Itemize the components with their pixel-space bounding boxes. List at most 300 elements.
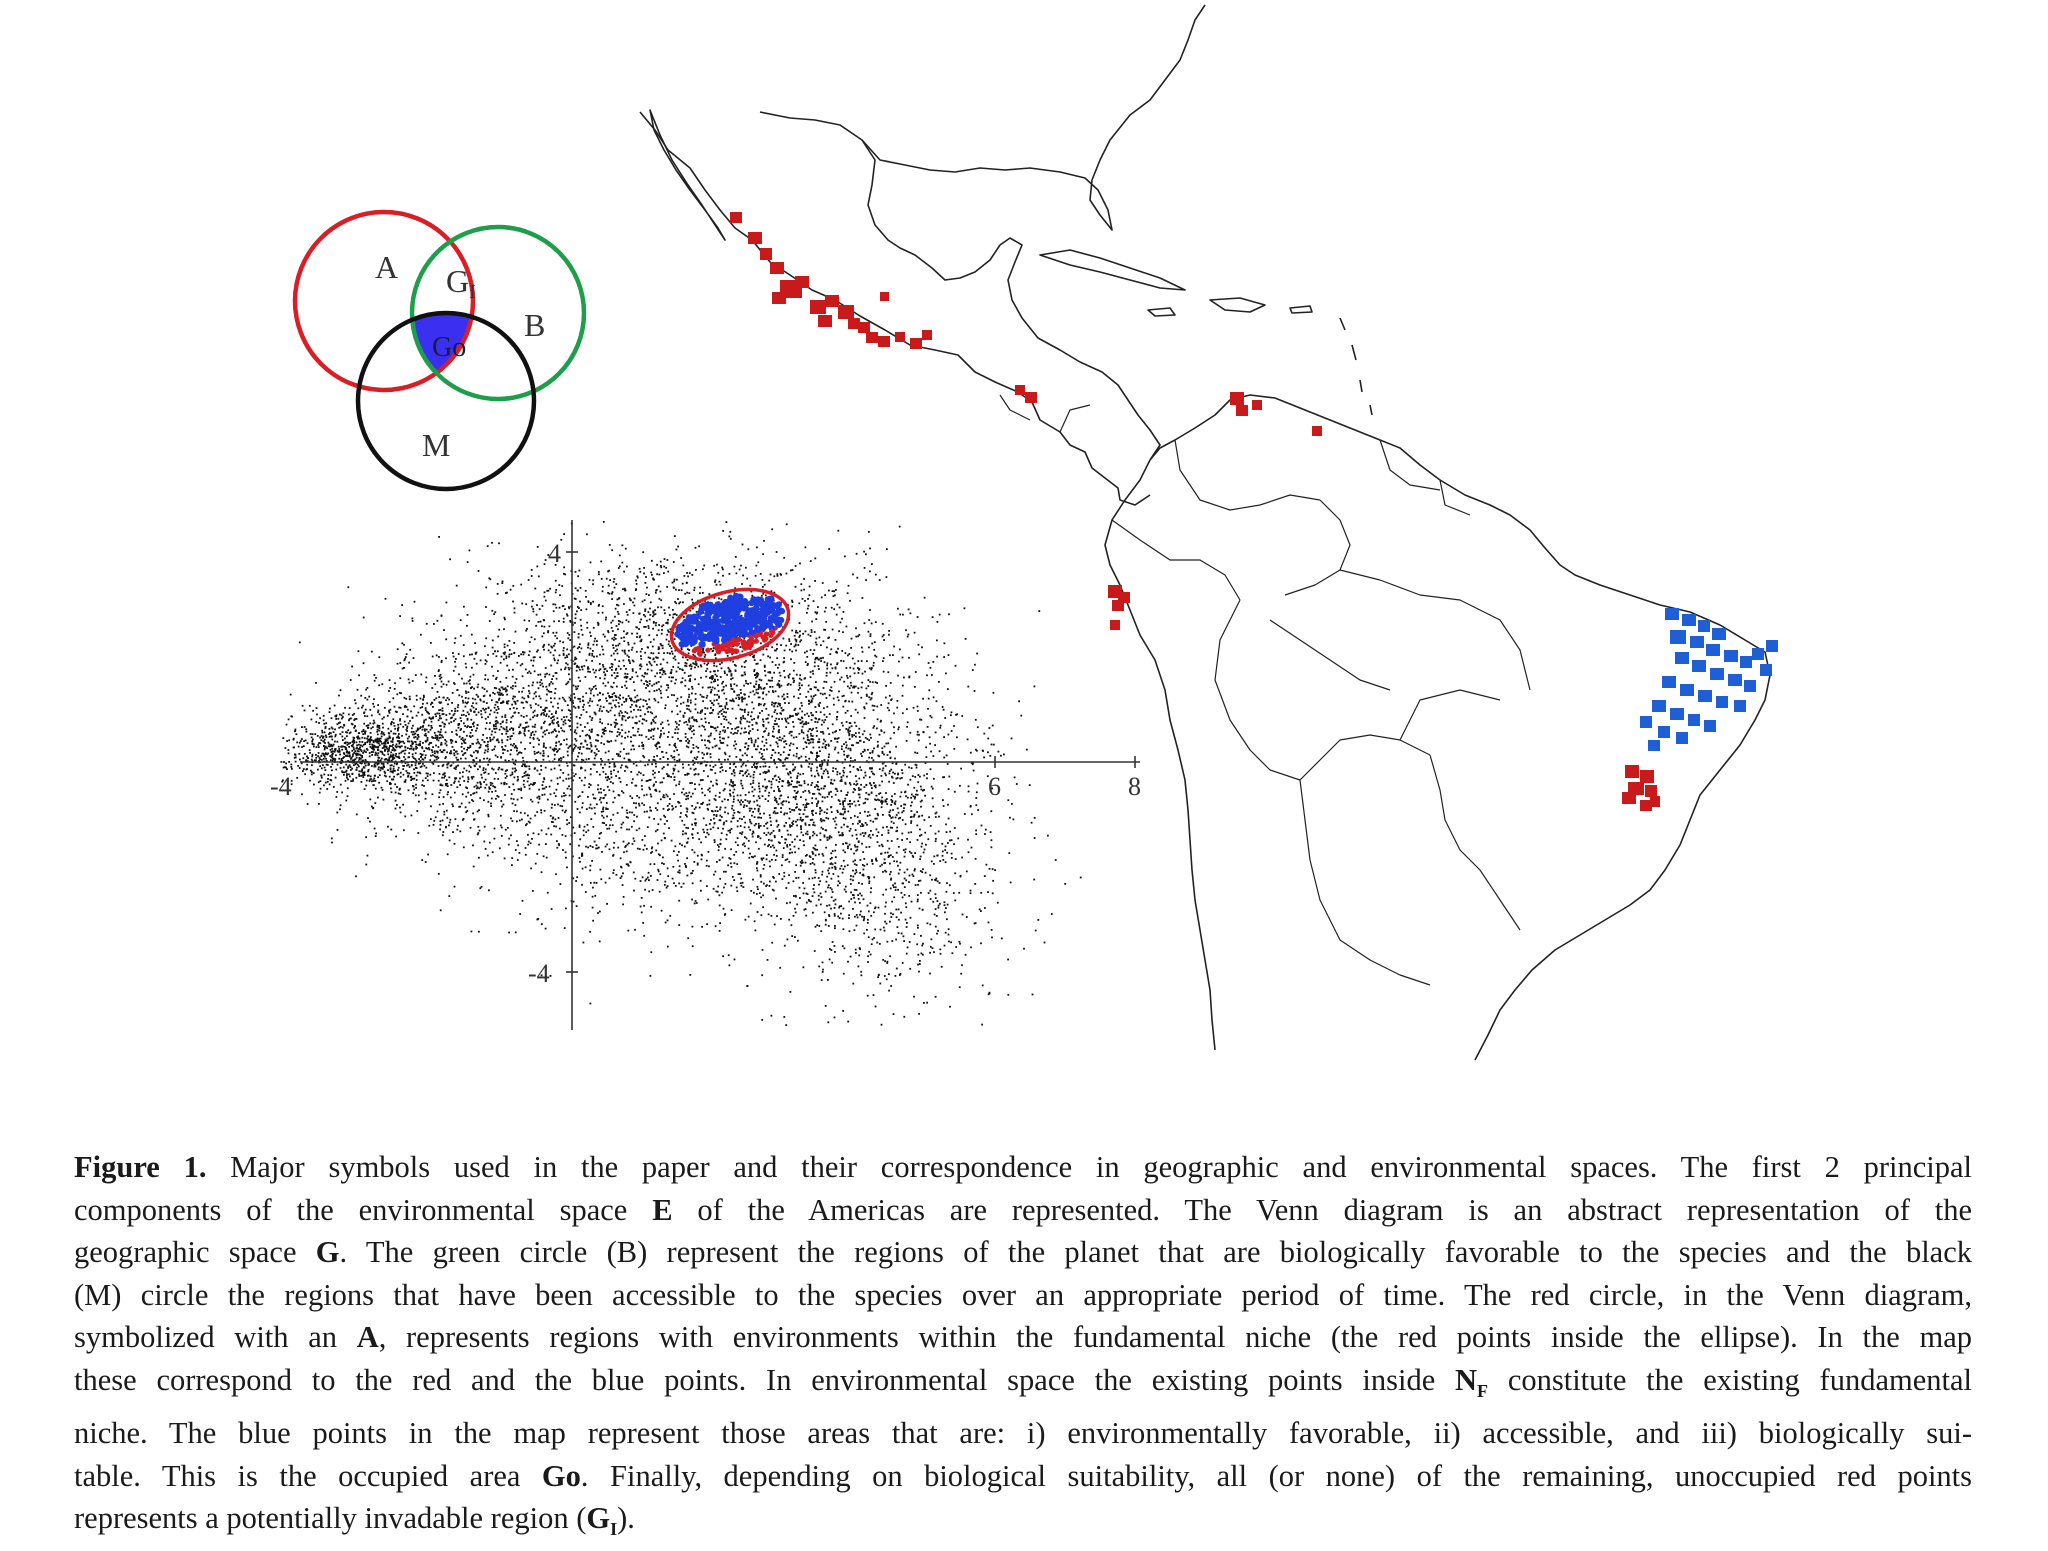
scatter-point xyxy=(989,727,991,729)
scatter-point xyxy=(387,742,389,744)
scatter-point xyxy=(712,785,714,787)
scatter-point xyxy=(413,778,415,780)
scatter-point xyxy=(415,764,417,766)
scatter-point xyxy=(399,677,401,679)
scatter-point xyxy=(789,640,791,642)
scatter-point xyxy=(378,742,380,744)
scatter-point xyxy=(715,727,717,729)
scatter-point xyxy=(805,696,807,698)
scatter-point xyxy=(422,763,424,765)
scatter-point xyxy=(868,619,870,621)
scatter-point xyxy=(399,720,401,722)
scatter-point xyxy=(751,711,753,713)
scatter-point xyxy=(524,748,526,750)
scatter-point xyxy=(871,757,873,759)
scatter-point xyxy=(605,777,607,779)
scatter-point xyxy=(491,798,493,800)
scatter-point xyxy=(613,791,615,793)
scatter-point xyxy=(515,631,517,633)
scatter-point xyxy=(744,822,746,824)
scatter-point xyxy=(625,711,627,713)
scatter-point xyxy=(704,739,706,741)
scatter-point xyxy=(632,670,634,672)
scatter-point xyxy=(916,767,918,769)
scatter-point xyxy=(553,825,555,827)
scatter-point xyxy=(865,553,867,555)
scatter-point xyxy=(377,711,379,713)
scatter-point xyxy=(633,734,635,736)
scatter-point xyxy=(682,656,684,658)
scatter-point xyxy=(870,633,872,635)
scatter-point xyxy=(751,702,753,704)
scatter-point xyxy=(565,778,567,780)
scatter-point xyxy=(373,778,375,780)
scatter-point xyxy=(501,739,503,741)
scatter-point xyxy=(649,614,651,616)
scatter-point xyxy=(385,739,387,741)
scatter-point xyxy=(612,700,614,702)
scatter-point xyxy=(423,759,425,761)
scatter-point xyxy=(378,766,380,768)
scatter-point xyxy=(328,742,330,744)
scatter-point xyxy=(497,739,499,741)
scatter-point xyxy=(682,763,684,765)
scatter-point xyxy=(735,718,737,720)
scatter-point xyxy=(343,767,345,769)
scatter-point xyxy=(363,751,365,753)
scatter-point xyxy=(713,814,715,816)
scatter-point xyxy=(422,747,424,749)
scatter-point xyxy=(454,792,456,794)
scatter-point xyxy=(400,707,402,709)
scatter-point xyxy=(795,586,797,588)
scatter-point xyxy=(335,754,337,756)
scatter-point xyxy=(674,656,676,658)
scatter-point xyxy=(447,697,449,699)
scatter-point xyxy=(524,735,526,737)
scatter-point xyxy=(583,746,585,748)
scatter-point xyxy=(630,711,632,713)
scatter-point xyxy=(383,763,385,765)
scatter-point xyxy=(805,721,807,723)
scatter-point xyxy=(468,691,470,693)
scatter-point xyxy=(658,681,660,683)
scatter-point xyxy=(643,756,645,758)
scatter-point xyxy=(717,572,719,574)
scatter-point xyxy=(458,673,460,675)
scatter-point xyxy=(914,686,916,688)
scatter-point xyxy=(319,757,321,759)
scatter-point xyxy=(432,754,434,756)
scatter-point xyxy=(635,807,637,809)
scatter-point xyxy=(442,820,444,822)
scatter-point xyxy=(413,786,415,788)
scatter-point xyxy=(530,660,532,662)
scatter-point xyxy=(445,743,447,745)
scatter-point xyxy=(444,739,446,741)
scatter-point xyxy=(455,818,457,820)
scatter-point xyxy=(327,781,329,783)
map-red-point xyxy=(878,336,890,347)
scatter-point xyxy=(485,779,487,781)
scatter-point xyxy=(648,738,650,740)
scatter-point xyxy=(802,598,804,600)
scatter-point xyxy=(384,749,386,751)
scatter-point xyxy=(731,773,733,775)
scatter-point xyxy=(311,774,313,776)
scatter-point xyxy=(446,779,448,781)
scatter-point xyxy=(476,785,478,787)
scatter-point xyxy=(567,632,569,634)
scatter-point xyxy=(565,723,567,725)
scatter-point xyxy=(825,747,827,749)
scatter-point xyxy=(545,715,547,717)
scatter-point xyxy=(407,716,409,718)
scatter-point xyxy=(810,635,812,637)
scatter-point xyxy=(568,719,570,721)
scatter-point xyxy=(299,759,301,761)
scatter-point xyxy=(426,702,428,704)
map-blue-point xyxy=(1648,740,1660,751)
scatter-point xyxy=(528,726,530,728)
scatter-point xyxy=(686,572,688,574)
scatter-point xyxy=(676,723,678,725)
scatter-point xyxy=(696,902,698,904)
scatter-point xyxy=(396,711,398,713)
scatter-point xyxy=(310,770,312,772)
scatter-point xyxy=(664,612,666,614)
scatter-point xyxy=(858,672,860,674)
scatter-point xyxy=(377,704,379,706)
scatter-point xyxy=(665,922,667,924)
scatter-point xyxy=(530,707,532,709)
scatter-point xyxy=(653,818,655,820)
scatter-point xyxy=(355,730,357,732)
scatter-point xyxy=(771,677,773,679)
scatter-point xyxy=(512,759,514,761)
scatter-point xyxy=(387,769,389,771)
scatter-point xyxy=(358,732,360,734)
scatter-point xyxy=(684,774,686,776)
scatter-point xyxy=(498,629,500,631)
scatter-point xyxy=(575,686,577,688)
scatter-point xyxy=(784,698,786,700)
scatter-point xyxy=(283,761,285,763)
scatter-point xyxy=(403,829,405,831)
scatter-point xyxy=(312,739,314,741)
scatter-point xyxy=(723,693,725,695)
scatter-point xyxy=(864,567,866,569)
scatter-point xyxy=(739,721,741,723)
scatter-point xyxy=(531,636,533,638)
scatter-point xyxy=(799,622,801,624)
scatter-point xyxy=(668,731,670,733)
scatter-point xyxy=(390,788,392,790)
scatter-point xyxy=(694,678,696,680)
scatter-point xyxy=(517,776,519,778)
scatter-point xyxy=(560,769,562,771)
scatter-point xyxy=(547,630,549,632)
scatter-point xyxy=(367,775,369,777)
scatter-point xyxy=(756,766,758,768)
scatter-point xyxy=(414,733,416,735)
scatter-point xyxy=(784,746,786,748)
scatter-point xyxy=(866,688,868,690)
scatter-point xyxy=(541,625,543,627)
scatter-point xyxy=(330,780,332,782)
scatter-point xyxy=(325,758,327,760)
scatter-point xyxy=(583,759,585,761)
scatter-point xyxy=(291,768,293,770)
scatter-point xyxy=(801,717,803,719)
scatter-point xyxy=(708,722,710,724)
scatter-point xyxy=(660,676,662,678)
scatter-point xyxy=(422,725,424,727)
scatter-point xyxy=(487,716,489,718)
scatter-point xyxy=(621,562,623,564)
scatter-point xyxy=(532,716,534,718)
scatter-point xyxy=(507,739,509,741)
scatter-point xyxy=(544,676,546,678)
scatter-point xyxy=(746,578,748,580)
scatter-point xyxy=(734,732,736,734)
scatter-point xyxy=(533,611,535,613)
scatter-point xyxy=(365,785,367,787)
scatter-point xyxy=(441,735,443,737)
scatter-point xyxy=(687,659,689,661)
scatter-point xyxy=(734,775,736,777)
scatter-point xyxy=(910,612,912,614)
scatter-point xyxy=(846,744,848,746)
map-red-point xyxy=(1645,785,1657,797)
scatter-point xyxy=(789,649,791,651)
scatter-point xyxy=(590,648,592,650)
scatter-point xyxy=(389,782,391,784)
scatter-point xyxy=(755,748,757,750)
scatter-point xyxy=(315,754,317,756)
scatter-point xyxy=(585,846,587,848)
scatter-point xyxy=(827,637,829,639)
scatter-point xyxy=(983,757,985,759)
scatter-point xyxy=(484,645,486,647)
scatter-point xyxy=(837,530,839,532)
scatter-point xyxy=(442,722,444,724)
scatter-point xyxy=(471,729,473,731)
scatter-point xyxy=(380,741,382,743)
scatter-point xyxy=(1026,749,1028,751)
scatter-point xyxy=(470,827,472,829)
scatter-point xyxy=(709,765,711,767)
scatter-point xyxy=(370,736,372,738)
scatter-point xyxy=(632,668,634,670)
scatter-point xyxy=(618,660,620,662)
scatter-point xyxy=(549,710,551,712)
scatter-point xyxy=(710,769,712,771)
scatter-point xyxy=(676,749,678,751)
scatter-point xyxy=(312,710,314,712)
map-blue-point xyxy=(1728,674,1742,686)
scatter-point xyxy=(329,784,331,786)
scatter-point xyxy=(438,873,440,875)
scatter-point xyxy=(664,884,666,886)
scatter-point xyxy=(418,736,420,738)
scatter-point xyxy=(452,746,454,748)
scatter-point xyxy=(796,777,798,779)
scatter-point xyxy=(586,660,588,662)
scatter-point xyxy=(700,710,702,712)
scatter-point xyxy=(430,729,432,731)
scatter-point xyxy=(300,740,302,742)
scatter-point xyxy=(409,766,411,768)
scatter-point xyxy=(623,748,625,750)
scatter-point xyxy=(489,728,491,730)
scatter-point xyxy=(616,686,618,688)
scatter-point xyxy=(654,609,656,611)
scatter-point xyxy=(759,697,761,699)
scatter-point xyxy=(620,827,622,829)
scatter-point xyxy=(333,731,335,733)
scatter-point xyxy=(553,658,555,660)
scatter-point xyxy=(751,740,753,742)
scatter-point xyxy=(492,653,494,655)
scatter-point xyxy=(546,729,548,731)
scatter-point xyxy=(847,803,849,805)
scatter-point xyxy=(759,712,761,714)
scatter-point xyxy=(829,672,831,674)
scatter-point xyxy=(728,722,730,724)
scatter-point xyxy=(764,745,766,747)
scatter-point xyxy=(663,572,665,574)
scatter-point xyxy=(552,817,554,819)
scatter-point xyxy=(855,736,857,738)
scatter-point xyxy=(479,747,481,749)
scatter-point xyxy=(839,679,841,681)
scatter-point xyxy=(690,700,692,702)
scatter-point xyxy=(573,775,575,777)
scatter-point xyxy=(804,600,806,602)
scatter-point xyxy=(850,647,852,649)
scatter-point xyxy=(666,752,668,754)
scatter-point xyxy=(726,702,728,704)
scatter-point xyxy=(731,728,733,730)
scatter-point xyxy=(737,826,739,828)
scatter-point xyxy=(783,670,785,672)
scatter-point xyxy=(964,607,966,609)
scatter-point xyxy=(400,776,402,778)
scatter-point xyxy=(430,725,432,727)
scatter-point xyxy=(480,700,482,702)
scatter-point xyxy=(602,590,604,592)
scatter-point xyxy=(456,730,458,732)
scatter-point xyxy=(373,741,375,743)
scatter-point xyxy=(339,754,341,756)
scatter-point xyxy=(441,751,443,753)
scatter-point xyxy=(382,718,384,720)
scatter-point xyxy=(401,745,403,747)
scatter-point xyxy=(495,723,497,725)
scatter-point xyxy=(397,724,399,726)
scatter-point xyxy=(578,707,580,709)
scatter-point xyxy=(554,804,556,806)
scatter-point xyxy=(453,749,455,751)
scatter-point xyxy=(726,704,728,706)
scatter-point xyxy=(742,715,744,717)
scatter-point xyxy=(901,769,903,771)
scatter-point xyxy=(672,666,674,668)
scatter-point xyxy=(695,693,697,695)
scatter-point xyxy=(881,806,883,808)
scatter-point xyxy=(954,872,956,874)
map-blue-point xyxy=(1706,644,1720,656)
scatter-point xyxy=(718,703,720,705)
scatter-point xyxy=(678,724,680,726)
scatter-point xyxy=(359,747,361,749)
scatter-point xyxy=(371,651,373,653)
scatter-point xyxy=(799,687,801,689)
scatter-point xyxy=(480,784,482,786)
scatter-point xyxy=(722,681,724,683)
scatter-point xyxy=(508,844,510,846)
scatter-point xyxy=(575,773,577,775)
scatter-point xyxy=(602,664,604,666)
scatter-point xyxy=(394,706,396,708)
scatter-point xyxy=(299,742,301,744)
scatter-point xyxy=(653,735,655,737)
scatter-point xyxy=(648,699,650,701)
scatter-point xyxy=(485,728,487,730)
scatter-point xyxy=(799,630,801,632)
scatter-point xyxy=(439,725,441,727)
scatter-point xyxy=(629,716,631,718)
scatter-point xyxy=(626,687,628,689)
scatter-point xyxy=(932,661,934,663)
scatter-point xyxy=(521,819,523,821)
scatter-point xyxy=(471,686,473,688)
scatter-point xyxy=(810,784,812,786)
scatter-point xyxy=(371,754,373,756)
scatter-point xyxy=(567,704,569,706)
scatter-point xyxy=(869,571,871,573)
scatter-point xyxy=(491,783,493,785)
scatter-point xyxy=(810,560,812,562)
scatter-point xyxy=(633,802,635,804)
scatter-point xyxy=(523,707,525,709)
scatter-point xyxy=(847,686,849,688)
scatter-point xyxy=(767,671,769,673)
scatter-point xyxy=(591,731,593,733)
scatter-point xyxy=(290,764,292,766)
scatter-point xyxy=(823,733,825,735)
scatter-point xyxy=(612,620,614,622)
scatter-point xyxy=(943,776,945,778)
scatter-point xyxy=(784,650,786,652)
scatter-point xyxy=(550,646,552,648)
scatter-point xyxy=(433,780,435,782)
scatter-point xyxy=(412,620,414,622)
scatter-point xyxy=(579,857,581,859)
scatter-point xyxy=(641,742,643,744)
scatter-point xyxy=(635,672,637,674)
scatter-point xyxy=(290,715,292,717)
scatter-point xyxy=(605,730,607,732)
scatter-point xyxy=(427,775,429,777)
scatter-point xyxy=(740,780,742,782)
scatter-point xyxy=(415,746,417,748)
scatter-point xyxy=(365,836,367,838)
scatter-point xyxy=(465,706,467,708)
scatter-point xyxy=(370,746,372,748)
scatter-point xyxy=(410,776,412,778)
